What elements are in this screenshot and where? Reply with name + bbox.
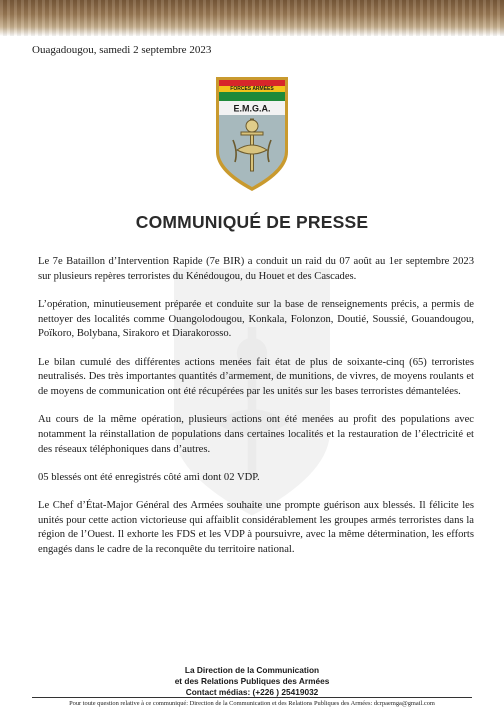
date-line: Ouagadougou, samedi 2 septembre 2023 [32, 44, 212, 56]
emblem-acronym: E.M.G.A. [233, 103, 271, 114]
communique-body [38, 255, 474, 571]
emga-emblem [213, 74, 291, 194]
paragraph-bilan: Le bilan cumulé des différentes actions menées fait état de plus de soixante-cinq (65) terroristes neutralisés. Des très importantes quantités d’armement, de munitions, de vivres, de moyens roulants et de moyens de communication ont été récupérées par les unités sur les bases terroristes démantelées. [38, 356, 474, 397]
footer-divider [32, 697, 472, 698]
page-title: COMMUNIQUÉ DE PRESSE [135, 212, 369, 232]
header-texture-band [0, 0, 504, 36]
paragraph-raid: Le 7e Bataillon d’Intervention Rapide (7e BIR) a conduit un raid du 07 août au 1er septembre 2023 sur plusieurs repères terroristes du Kénédougou, du Houet et des Cascades. [38, 256, 474, 282]
paragraph-blesses: 05 blessés ont été enregistrés côté ami dont 02 VDP. [38, 471, 260, 483]
footer-contact: Contact médias: (+226 ) 25419032 [185, 686, 319, 697]
footer-note: Pour toute question relative à ce communiqué: Direction de la Communication et des Relations Publiques des Armées: dcrpaemga@gmail.com [69, 700, 435, 707]
paragraph-chef: Le Chef d’État-Major Général des Armées souhaite une prompte guérison aux blessés. Il félicite les unités pour cette action victorieuse qui affaiblit considérablement les groupes armés terroristes dans la région de l’Ouest. Il exhorte les FDS et les VDP à poursuivre, avec la même détermination, les efforts engagés dans le cadre de la reconquête du territoire national. [38, 499, 474, 556]
emblem-top-text: FORCES ARMÉES [230, 86, 274, 92]
paragraph-populations: Au cours de la même opération, plusieurs actions ont été menées au profit des populations avec notamment la réinstallation de populations dans certaines localités et la restauration de l’électricité et des réseaux téléphoniques dans d’autres. [38, 414, 474, 455]
paragraph-operation: L’opération, minutieusement préparée et conduite sur la base de renseignements précis, a permis de nettoyer des localités comme Ouangolodougou, Konkala, Folonzon, Doutié, Soussié, Gouandougou, Poïkoro, Bolybana, Sirakoro et Diarakorosso. [38, 298, 474, 340]
footer-line-1: La Direction de la Communication [184, 665, 320, 675]
footer-line-2: et des Relations Publiques des Armées [174, 675, 330, 686]
footer-organization [0, 665, 504, 697]
